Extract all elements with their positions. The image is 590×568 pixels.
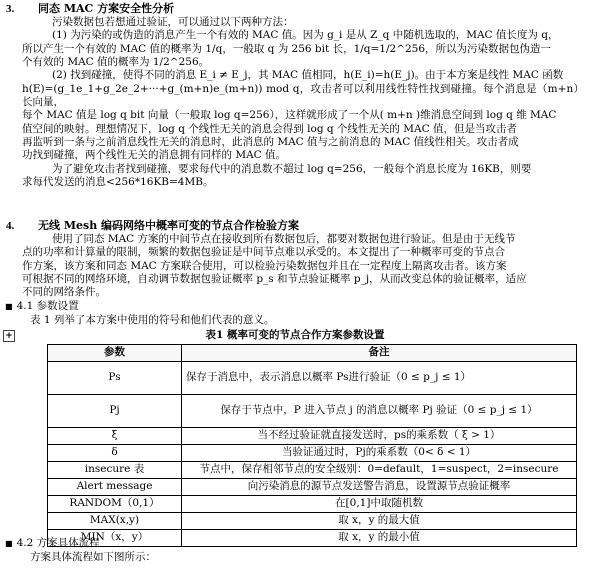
paragraph-line: 个有效的 MAC 值的概率为 1/2^256。 [22, 55, 210, 68]
note-cell: 保存于节点中，P 进入节点 j 的消息以概率 Pj 验证（0 ≤ p_j ≤ 1） [182, 395, 577, 428]
param-cell: insecure 表 [48, 462, 182, 479]
table-row [48, 428, 577, 445]
param-cell: ξ [48, 428, 182, 445]
bullet-icon: ■ [5, 539, 13, 548]
paragraph-line: 每个 MAC 值是 log q bit 向量（一般取 log q=256），这样就形成了一个从( m+n )维消息空间到 log q 维 MAC [22, 109, 557, 122]
paragraph-line: 值空间的映射。理想情况下，log q 个线性无关的消息会得到 log q 个线性无关的 MAC 值，但是当攻击者 [22, 122, 517, 135]
table-row [48, 362, 577, 395]
subsection-4-2-heading: ■ 4.2 方案具体流程 [5, 537, 100, 549]
param-cell: Pj [48, 395, 182, 428]
column-header: 参数 [48, 345, 182, 362]
paragraph-line: 使用了同态 MAC 方案的中间节点在接收到所有数据包后，都要对数据包进行验证。但是由于无线节 [52, 233, 516, 245]
note-cell: 在[0,1]中取随机数 [182, 496, 577, 513]
section-title: 无线 Mesh 编码网络中概率可变的节点合作检验方案 [38, 219, 300, 232]
note-cell: 当验证通过时，Pj的乘系数（0< δ < 1） [182, 445, 577, 462]
paragraph-line: 点的功率和计算量的限制，频繁的数据包验证是中间节点难以承受的。本文提出了一种概率可变的节点合 [22, 246, 505, 259]
paragraph-line: 功找到碰撞，两个线性无关的消息拥有同样的 MAC 值。 [22, 149, 287, 162]
paragraph: 方案具体流程如下图所示： [30, 551, 156, 563]
section-3-heading [6, 2, 174, 17]
section-4-heading [6, 219, 299, 234]
table-row [48, 445, 577, 462]
note-cell: 取 x，y 的最小值 [182, 530, 577, 547]
bullet-icon: ■ [5, 302, 13, 311]
table-header-row [48, 345, 577, 362]
table-move-handle-icon[interactable]: + [3, 330, 15, 342]
paragraph: 表 1 列举了本方案中使用的符号和他们代表的意义。 [30, 314, 275, 326]
note-cell: 向污染消息的源节点发送警告消息，设置源节点验证概率 [182, 479, 577, 496]
param-cell: Ps [48, 362, 182, 395]
parameter-table-wrap [0, 344, 590, 547]
paragraph: 污染数据包若想通过验证，可以通过以下两种方法： [52, 16, 294, 28]
section-4-body [0, 233, 590, 300]
paragraph-line: (1) 为污染的或伪造的消息产生一个有效的 MAC 值。因为 g_i 是从 Z_q 中随机选取的，MAC 值长度为 q， [52, 29, 559, 42]
note-cell: 节点中，保存相邻节点的安全级别：0=default，1=suspect，2=insecure [182, 462, 577, 479]
parameter-table [47, 344, 577, 547]
table-row [48, 462, 577, 479]
paragraph-line: 为了避免攻击者找到碰撞，要求每代中的消息数不超过 log q=256，一般每个消息长度为 16KB，则要 [52, 162, 532, 175]
param-cell: Alert message [48, 479, 182, 496]
paragraph-line: 不同的网络条件。 [22, 286, 106, 299]
table-row [48, 395, 577, 428]
paragraph-line: 再监听到一条与之前消息线性无关的消息时，此消息的 MAC 值与之前消息的 MAC 值线性相关。攻击者成 [22, 135, 519, 148]
paragraph-line: h(E)=(g_1e_1+g_2e_2+···+g_(m+n)e_(m+n)) mod q，攻击者可以利用线性特性找到碰撞。每个消息是（m+n）长向量， [22, 82, 584, 108]
paragraph-line: 可根据不同的网络环境，自动调节数据包验证概率 p_s 和节点验证概率 p_j，从而改变总体的验证概率，适应 [22, 272, 527, 285]
param-cell: MAX(x,y) [48, 513, 182, 530]
column-header: 备注 [182, 345, 577, 362]
paragraph-line: (2) 找到碰撞，使得不同的消息 E_i ≠ E_j，其 MAC 值相同，h(E_i)=h(E_j)。由于本方案是线性 MAC 函数 [52, 69, 564, 82]
table-caption: + 表1 概率可变的节点合作方案参数设置 [0, 329, 590, 342]
param-cell: δ [48, 445, 182, 462]
table-row [48, 513, 577, 530]
paragraph-line: 所以产生一个有效的 MAC 值的概率为 1/q，一般取 q 为 256 bit 长，1/q=1/2^256，所以为污染数据包伪造一 [22, 42, 552, 55]
param-cell: RANDOM（0,1） [48, 496, 182, 513]
note-cell: 保存于消息中，表示消息以概率 Ps进行验证（0 ≤ p_j ≤ 1） [182, 362, 577, 395]
note-cell: 取 x，y 的最大值 [182, 513, 577, 530]
section-number: 4. [6, 220, 15, 232]
paragraph-line: 作方案，该方案和同态 MAC 方案联合使用，可以检验污染数据包并且在一定程度上隔离攻击者。该方案 [22, 259, 507, 272]
section-3-body [0, 16, 590, 189]
table-row [48, 479, 577, 496]
section-title: 同态 MAC 方案安全性分析 [38, 2, 175, 15]
table-row [48, 496, 577, 513]
table-row [48, 530, 577, 547]
note-cell: 当不经过验证就直接发送时，ps的乘系数（ ξ > 1） [182, 428, 577, 445]
param-cell: MIN（x，y） [48, 530, 182, 547]
paragraph-line: 求每代发送的消息<256*16KB=4MB。 [22, 175, 214, 188]
subsection-4-1-heading: ■ 4.1 参数设置 [5, 300, 79, 312]
section-number: 3. [6, 3, 15, 15]
